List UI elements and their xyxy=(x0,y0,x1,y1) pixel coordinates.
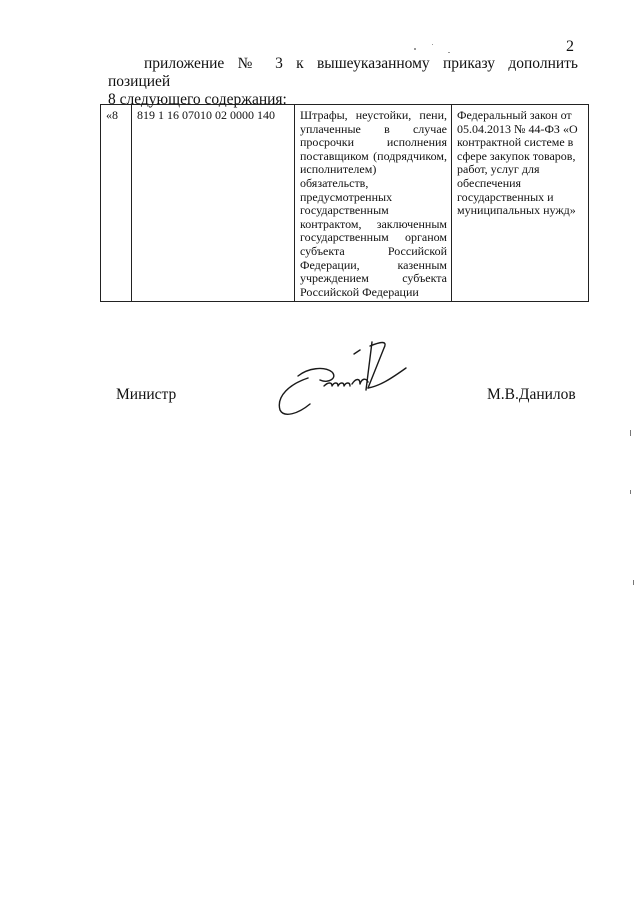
intro-paragraph xyxy=(108,55,578,109)
cell-description: Штрафы, неустойки, пени, уплаченные в случае просрочки исполнения поставщиком (подрядчиком, исполнителем) обязательств, предусмотренных государственным контрактом, заключенным государственным органом субъекта Российской Федерации, казенным учреждением субъекта Российской Федерации xyxy=(295,105,452,302)
table-row xyxy=(101,105,589,302)
intro-line-1: приложение № 3 к вышеуказанному приказу дополнить позицией xyxy=(108,55,578,90)
cell-number: «8 xyxy=(101,105,132,302)
intro-line-2: 8 следующего содержания: xyxy=(108,91,287,108)
scan-speck xyxy=(630,430,631,436)
page-number: 2 xyxy=(566,38,574,55)
scan-speck xyxy=(448,52,450,53)
signoff-position: Министр xyxy=(116,386,177,403)
cell-law: Федеральный закон от 05.04.2013 № 44-ФЗ «О контрактной системе в сфере закупок товаров, работ, услуг для обеспечения государственных и муниципальных нужд» xyxy=(452,105,589,302)
scan-speck xyxy=(414,48,416,50)
scan-speck xyxy=(432,44,433,45)
scan-speck xyxy=(630,490,631,494)
handwritten-signature xyxy=(268,338,418,418)
scan-speck xyxy=(633,580,634,585)
position-table xyxy=(100,104,589,302)
cell-code: 819 1 16 07010 02 0000 140 xyxy=(132,105,295,302)
signoff-name: М.В.Данилов xyxy=(487,386,576,403)
